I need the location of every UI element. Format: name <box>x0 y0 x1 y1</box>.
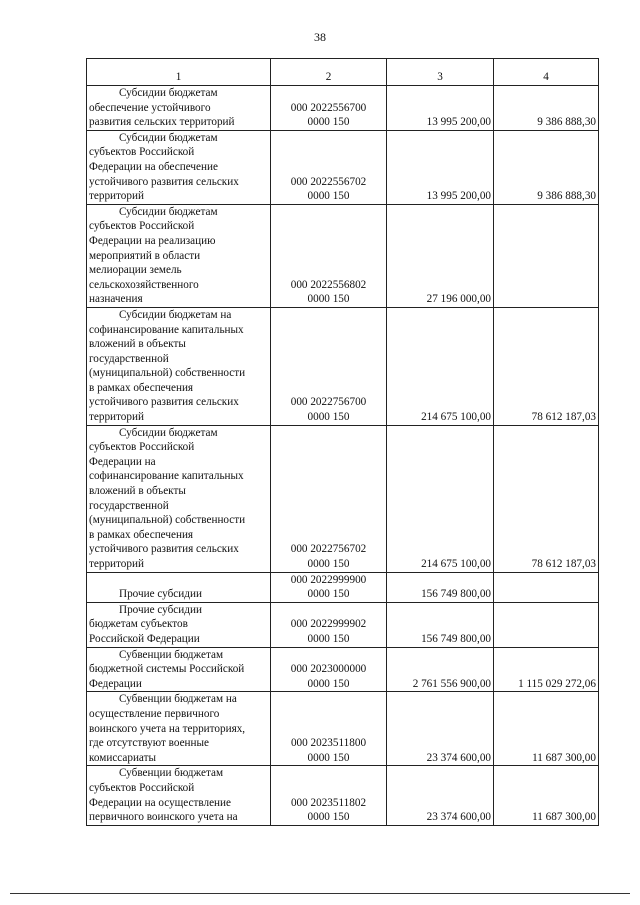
row-code-line: 000 2022556700 <box>290 101 367 114</box>
row-name-line: софинансирование капитальных <box>89 323 244 336</box>
row-name-line: территорий <box>89 411 144 424</box>
row-name-line: первичного воинского учета на <box>89 811 238 824</box>
row-name-line: субъектов Российской <box>89 220 195 233</box>
row-code-cell <box>271 86 387 131</box>
row-code-cell <box>271 204 387 307</box>
row-name-line: государственной <box>89 499 169 512</box>
row-name-line: Федерации на обеспечение <box>89 160 218 173</box>
table-body <box>87 86 599 826</box>
row-name-line: бюджетам субъектов <box>89 618 188 631</box>
row-col4-value: 9 386 888,30 <box>494 86 599 131</box>
row-code-line: 0000 150 <box>307 632 350 645</box>
row-col3-value: 23 374 600,00 <box>387 692 494 766</box>
row-name-cell <box>87 647 271 692</box>
row-name-line: устойчивого развития сельских <box>89 175 239 188</box>
row-name-cell <box>87 130 271 204</box>
row-code-line: 0000 150 <box>307 811 350 824</box>
table-row <box>87 86 599 131</box>
row-name-line: Субсидии бюджетам на <box>119 308 232 321</box>
row-name-line: сельскохозяйственного <box>89 278 199 291</box>
row-name-cell <box>87 425 271 572</box>
header-col-4: 4 <box>494 59 599 86</box>
row-name-line: бюджетной системы Российской <box>89 663 245 676</box>
row-name-line: Субвенции бюджетам <box>119 648 224 661</box>
row-name-line: Федерации <box>89 677 142 690</box>
row-name-line: Федерации на <box>89 455 156 468</box>
row-name-line: субъектов Российской <box>89 146 195 159</box>
table-row <box>87 425 599 572</box>
row-name-line: территорий <box>89 190 144 203</box>
row-code-line: 000 2023000000 <box>290 663 367 676</box>
row-name-cell <box>87 692 271 766</box>
row-name-line: софинансирование капитальных <box>89 470 244 483</box>
row-name-line: в рамках обеспечения <box>89 381 194 394</box>
row-name-line: устойчивого развития сельских <box>89 396 239 409</box>
row-code-cell <box>271 307 387 425</box>
row-name-line: Прочие субсидии <box>119 588 202 601</box>
row-code-line: 0000 150 <box>307 190 350 203</box>
row-name-line: Субсидии бюджетам <box>119 205 218 218</box>
row-name-line: мероприятий в области <box>89 249 201 262</box>
row-name-cell <box>87 602 271 647</box>
row-name-cell <box>87 204 271 307</box>
row-name-line: (муниципальной) собственности <box>89 514 246 527</box>
row-col3-value: 214 675 100,00 <box>387 307 494 425</box>
row-col4-value: 78 612 187,03 <box>494 307 599 425</box>
row-name-line: Российской Федерации <box>89 632 200 645</box>
row-code-line: 0000 150 <box>307 588 350 601</box>
row-name-line: Субсидии бюджетам <box>119 426 218 439</box>
row-col3-value: 214 675 100,00 <box>387 425 494 572</box>
row-name-line: государственной <box>89 352 169 365</box>
page-number: 38 <box>314 30 326 44</box>
row-name-line: Субсидии бюджетам <box>119 87 218 99</box>
row-name-line: (муниципальной) собственности <box>89 367 246 380</box>
table-row <box>87 130 599 204</box>
row-name-line: Субвенции бюджетам на <box>119 693 237 706</box>
row-name-line: в рамках обеспечения <box>89 528 194 541</box>
row-code-line: 0000 150 <box>307 677 350 690</box>
row-name-line: Федерации на реализацию <box>89 234 216 247</box>
row-name-line: Субсидии бюджетам <box>119 131 218 144</box>
row-col4-value <box>494 602 599 647</box>
row-name-line: назначения <box>89 293 143 306</box>
row-name-line: вложений в объекты <box>89 485 186 498</box>
row-name-line: Субвенции бюджетам <box>119 767 224 780</box>
row-code-cell <box>271 602 387 647</box>
row-code-line: 000 2022999902 <box>290 618 367 631</box>
row-code-line: 000 2022556802 <box>290 278 367 291</box>
row-col4-value: 78 612 187,03 <box>494 425 599 572</box>
header-col-1: 1 <box>87 59 271 86</box>
row-col4-value: 11 687 300,00 <box>494 692 599 766</box>
row-code-line: 000 2022556702 <box>290 175 367 188</box>
row-name-line: субъектов Российской <box>89 441 195 454</box>
row-name-cell <box>87 307 271 425</box>
row-name-line: мелиорации земель <box>89 264 182 277</box>
header-col-3: 3 <box>387 59 494 86</box>
row-code-line: 0000 150 <box>307 293 350 306</box>
row-name-line: комиссариаты <box>89 751 157 764</box>
row-name-line: где отсутствуют военные <box>89 737 209 750</box>
row-code-line: 0000 150 <box>307 116 350 129</box>
row-name-line: вложений в объекты <box>89 338 186 351</box>
table-row <box>87 602 599 647</box>
row-name-cell <box>87 86 271 131</box>
row-name-line: субъектов Российской <box>89 781 195 794</box>
row-name-cell <box>87 766 271 825</box>
row-code-line: 000 2022756702 <box>290 543 367 556</box>
row-code-line: 0000 150 <box>307 411 350 424</box>
table-row <box>87 766 599 825</box>
table-row <box>87 572 599 602</box>
page-bottom-rule <box>10 893 630 894</box>
row-col4-value <box>494 204 599 307</box>
header-col-2: 2 <box>271 59 387 86</box>
row-col3-value: 23 374 600,00 <box>387 766 494 825</box>
row-code-line: 0000 150 <box>307 751 350 764</box>
row-col3-value: 156 749 800,00 <box>387 602 494 647</box>
row-code-line: 000 2023511802 <box>290 796 367 809</box>
row-code-cell <box>271 130 387 204</box>
row-name-line: Прочие субсидии <box>119 603 202 616</box>
row-code-cell <box>271 692 387 766</box>
row-code-cell <box>271 647 387 692</box>
row-col3-value: 27 196 000,00 <box>387 204 494 307</box>
row-name-cell <box>87 572 271 602</box>
table-row <box>87 204 599 307</box>
row-name-line: устойчивого развития сельских <box>89 543 239 556</box>
row-name-line: воинского учета на территориях, <box>89 722 246 735</box>
table-row <box>87 307 599 425</box>
row-name-line: развития сельских территорий <box>89 116 235 129</box>
row-code-cell <box>271 572 387 602</box>
row-col4-value: 11 687 300,00 <box>494 766 599 825</box>
row-name-line: осуществление первичного <box>89 707 220 720</box>
row-col3-value: 13 995 200,00 <box>387 86 494 131</box>
row-code-cell <box>271 766 387 825</box>
row-name-line: территорий <box>89 558 144 570</box>
row-code-line: 0000 150 <box>307 558 350 570</box>
row-col4-value: 1 115 029 272,06 <box>494 647 599 692</box>
row-col3-value: 13 995 200,00 <box>387 130 494 204</box>
row-col4-value: 9 386 888,30 <box>494 130 599 204</box>
row-code-cell <box>271 425 387 572</box>
budget-table <box>86 58 599 826</box>
row-col3-value: 156 749 800,00 <box>387 572 494 602</box>
row-col4-value <box>494 572 599 602</box>
row-code-line: 000 2023511800 <box>290 737 367 750</box>
table-row <box>87 692 599 766</box>
table-row <box>87 647 599 692</box>
header-row <box>87 59 599 86</box>
row-code-line: 000 2022999900 <box>290 573 367 586</box>
row-name-line: Федерации на осуществление <box>89 796 232 809</box>
row-code-line: 000 2022756700 <box>290 396 367 409</box>
row-name-line: обеспечение устойчивого <box>89 101 211 114</box>
row-col3-value: 2 761 556 900,00 <box>387 647 494 692</box>
